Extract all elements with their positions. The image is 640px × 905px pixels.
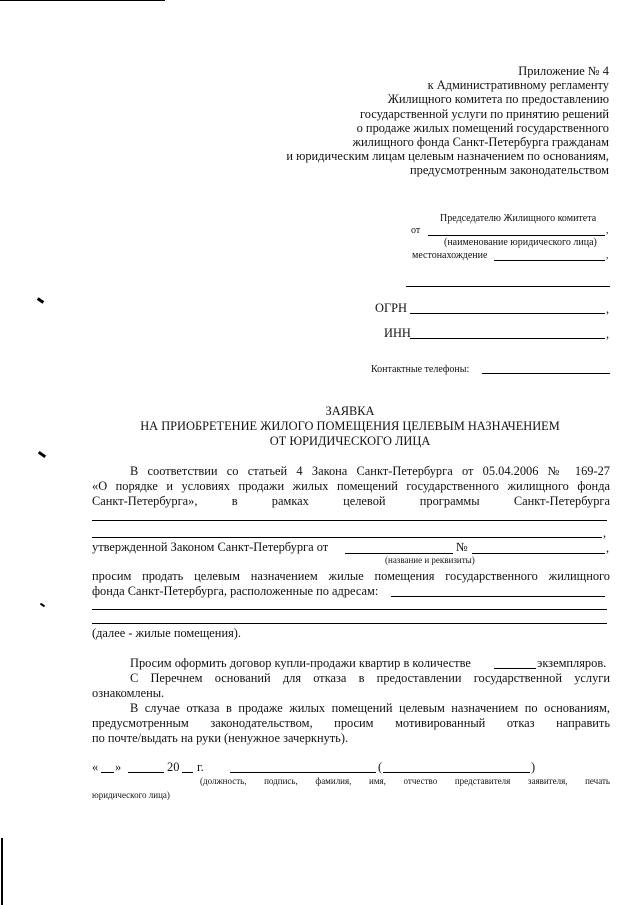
month-field[interactable] [128, 772, 164, 773]
year-suffix: г. [197, 760, 204, 774]
left-margin-mark [40, 603, 45, 608]
location-field[interactable] [494, 260, 605, 261]
inn-field[interactable] [410, 338, 605, 339]
addressee-to: Председателю Жилищного комитета [440, 213, 597, 224]
location-comma: , [606, 250, 609, 261]
law-number-sign: № [456, 540, 468, 554]
year-prefix: 20 [167, 760, 180, 774]
ogrn-comma: , [606, 302, 610, 316]
from-field[interactable] [428, 235, 605, 236]
location-field-2[interactable] [406, 286, 610, 287]
doc-subtitle: НА ПРИОБРЕТЕНИЕ ЖИЛОГО ПОМЕЩЕНИЯ ЦЕЛЕВЫМ НАЗНАЧЕНИЕМ [140, 419, 560, 433]
left-edge-shadow [1, 838, 3, 905]
para-2-line-2: фонда Санкт-Петербурга, расположенные по адресам: [92, 584, 379, 598]
year-field[interactable] [182, 772, 193, 773]
address-field-3[interactable] [92, 623, 607, 624]
appendix-line: Жилищного комитета по предоставлению [387, 92, 609, 107]
signature-field[interactable] [230, 772, 376, 773]
para-3-pre: Просим оформить договор купли-продажи квартир в количестве [130, 656, 471, 670]
para-1-line-3: Санкт-Петербурга», в рамках целевой программы Санкт-Петербурга [92, 494, 610, 508]
appendix-line: государственной услуги по принятию решений [359, 106, 609, 121]
name-req-hint: (название и реквизиты) [385, 555, 475, 565]
para-3-post: экземпляров. [537, 656, 607, 670]
address-field-2[interactable] [92, 609, 607, 610]
paren-open: ( [378, 760, 383, 774]
location-label: местонахождение [412, 250, 488, 261]
program-field-2[interactable] [92, 537, 602, 538]
signature-hint-1: (должность, подпись, фамилия, имя, отчество представителя заявителя, печать [200, 776, 610, 786]
para-1-line-2: «О порядке и условиях продажи жилых помещений государственного жилищного фонда [92, 479, 610, 493]
program-comma: , [603, 526, 607, 540]
paren-close: ) [531, 760, 536, 774]
approved-label: утвержденной Законом Санкт-Петербурга от [92, 540, 329, 554]
para-2-line-1: просим продать целевым назначением жилые помещения государственного жилищного [92, 569, 610, 583]
left-margin-mark [38, 451, 46, 458]
para-1-line-1: В соответствии со статьей 4 Закона Санкт-Петербурга от 05.04.2006 № 169-27 [130, 464, 610, 478]
ogrn-label: ОГРН [375, 301, 407, 315]
appendix-line: о продаже жилых помещений государственного [356, 120, 609, 135]
top-scan-line [0, 0, 165, 1]
day-field[interactable] [101, 772, 114, 773]
para-5-line-1: В случае отказа в продаже жилых помещений целевым назначением по основаниям, [130, 701, 610, 715]
left-margin-mark [37, 297, 44, 303]
appendix-block [286, 64, 609, 178]
law-number-field[interactable] [472, 553, 605, 554]
hereinafter-text: (далее - жилые помещения). [92, 626, 241, 640]
doc-title: ЗАЯВКА [325, 404, 375, 418]
law-comma: , [606, 541, 610, 555]
name-field[interactable] [383, 772, 530, 773]
appendix-line: к Административному регламенту [427, 78, 609, 93]
para-5-line-3: по почте/выдать на руки (ненужное зачеркнуть). [92, 731, 349, 745]
ogrn-field[interactable] [410, 313, 605, 314]
quote-close: » [115, 760, 122, 774]
doc-subtitle-2: ОТ ЮРИДИЧЕСКОГО ЛИЦА [269, 434, 431, 448]
appendix-line: жилищного фонда Санкт-Петербурга гражданам [352, 135, 609, 150]
copies-field[interactable] [494, 668, 536, 669]
phones-field[interactable] [482, 373, 610, 374]
address-field[interactable] [391, 596, 605, 597]
inn-label: ИНН [384, 326, 411, 340]
from-label: от [411, 225, 421, 236]
para-5-line-2: предусмотренным законодательством, просим мотивированный отказ направить [92, 716, 610, 730]
from-comma: , [606, 225, 609, 236]
quote-open: « [92, 760, 99, 774]
para-4-line-2: ознакомлены. [92, 686, 165, 700]
signature-hint-2: юридического лица) [92, 790, 170, 800]
program-field[interactable] [92, 520, 607, 521]
phones-label: Контактные телефоны: [371, 364, 470, 375]
inn-comma: , [606, 327, 610, 341]
name-hint: (наименование юридического лица) [444, 237, 597, 248]
para-4-line-1: С Перечнем оснований для отказа в предоставлении государственной услуги [130, 671, 610, 685]
appendix-line: Приложение № 4 [518, 64, 609, 78]
appendix-line: и юридическим лицам целевым назначением по основаниям, [286, 149, 609, 164]
law-date-field[interactable] [345, 553, 453, 554]
appendix-line: предусмотренным законодательством [410, 163, 609, 178]
